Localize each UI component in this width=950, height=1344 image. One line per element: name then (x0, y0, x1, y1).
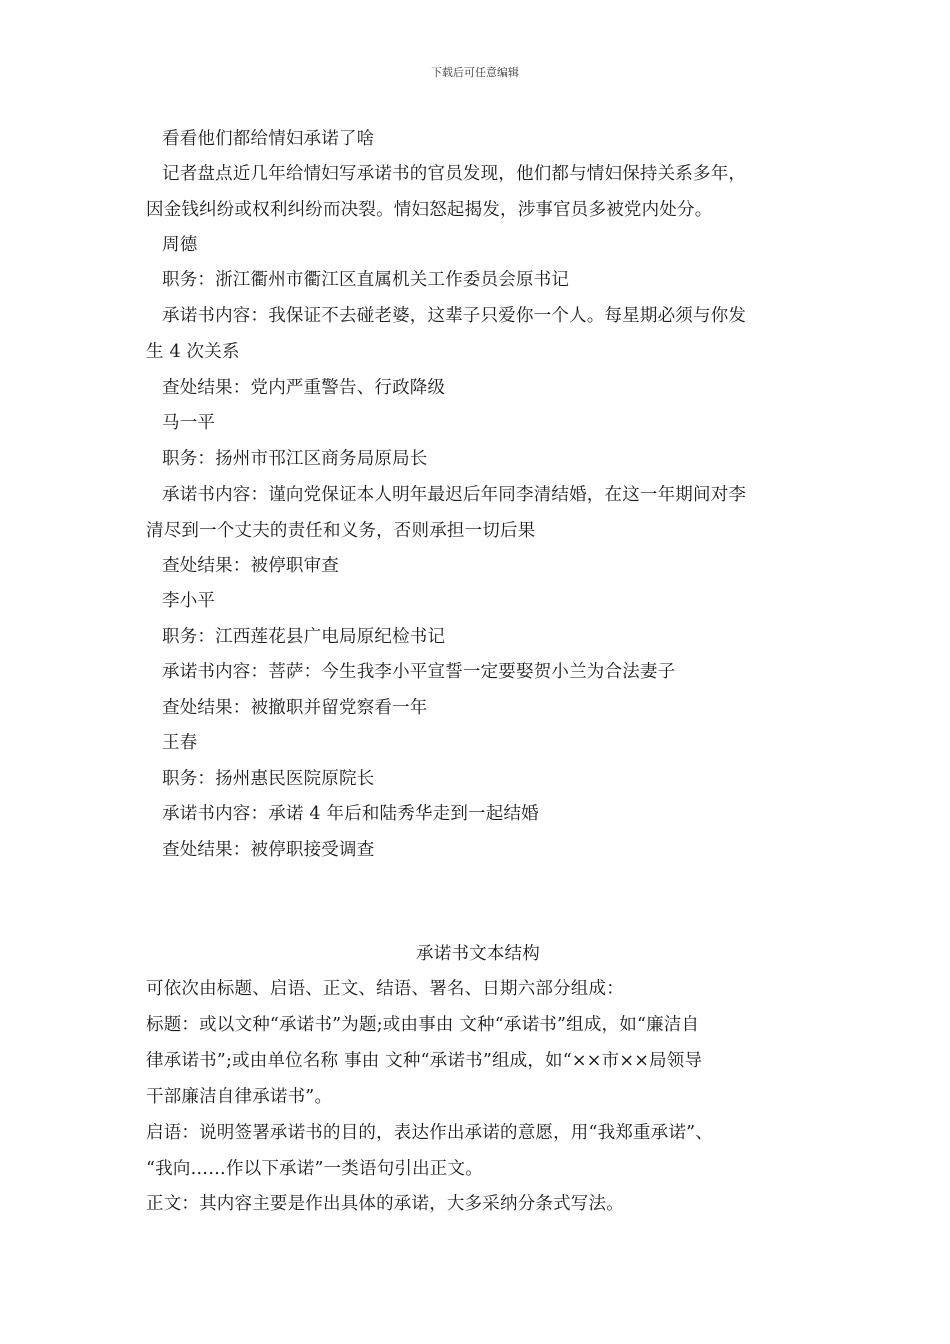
official-position: 职务：扬州惠民医院原院长 (162, 769, 375, 789)
paragraph-line: “我向……作以下承诺”一类语句引出正文。 (146, 1159, 483, 1179)
official-name: 马一平 (162, 413, 216, 433)
paragraph-line: 标题：或以文种“承诺书”为题;或由事由 文种“承诺书”组成，如“廉洁自 (146, 1015, 700, 1035)
punishment-result: 查处结果：被撤职并留党察看一年 (162, 698, 428, 718)
paragraph-line: 正文：其内容主要是作出具体的承诺，大多采纳分条式写法。 (146, 1194, 624, 1214)
page-header-note: 下载后可任意编辑 (431, 66, 519, 79)
pledge-content: 承诺书内容：承诺 4 年后和陆秀华走到一起结婚 (162, 804, 539, 824)
paragraph-line: 可依次由标题、启语、正文、结语、署名、日期六部分组成： (146, 979, 624, 999)
punishment-result: 查处结果：被停职接受调查 (162, 840, 375, 860)
paragraph-line: 启语：说明签署承诺书的目的，表达作出承诺的意愿，用“我郑重承诺”、 (146, 1123, 713, 1143)
section-heading: 承诺书文本结构 (416, 944, 540, 964)
pledge-content: 承诺书内容：菩萨：今生我李小平宣誓一定要娶贺小兰为合法妻子 (162, 662, 676, 682)
official-position: 职务：江西莲花县广电局原纪检书记 (162, 627, 446, 647)
paragraph-line: 干部廉洁自律承诺书”。 (146, 1087, 333, 1107)
paragraph-line: 因金钱纠纷或权利纠纷而决裂。情妇怒起揭发，涉事官员多被党内处分。 (146, 200, 713, 220)
pledge-content: 承诺书内容：我保证不去碰老婆，这辈子只爱你一个人。每星期必须与你发 (162, 306, 747, 326)
official-position: 职务：浙江衢州市衢江区直属机关工作委员会原书记 (162, 270, 570, 290)
official-position: 职务：扬州市邗江区商务局原局长 (162, 449, 428, 469)
official-name: 王春 (162, 733, 198, 753)
punishment-result: 查处结果：党内严重警告、行政降级 (162, 378, 446, 398)
paragraph-line: 律承诺书”;或由单位名称 事由 文种“承诺书”组成，如“××市××局领导 (146, 1051, 703, 1071)
paragraph-line: 记者盘点近几年给情妇写承诺书的官员发现，他们都与情妇保持关系多年， (162, 164, 747, 184)
pledge-content-cont: 清尽到一个丈夫的责任和义务，否则承担一切后果 (146, 521, 536, 541)
punishment-result: 查处结果：被停职审查 (162, 556, 339, 576)
article-title: 看看他们都给情妇承诺了啥 (162, 129, 375, 149)
pledge-content: 承诺书内容：谨向党保证本人明年最迟后年同李清结婚，在这一年期间对李 (162, 485, 747, 505)
pledge-content-cont: 生 4 次关系 (146, 342, 240, 362)
official-name: 周德 (162, 235, 198, 255)
official-name: 李小平 (162, 591, 216, 611)
